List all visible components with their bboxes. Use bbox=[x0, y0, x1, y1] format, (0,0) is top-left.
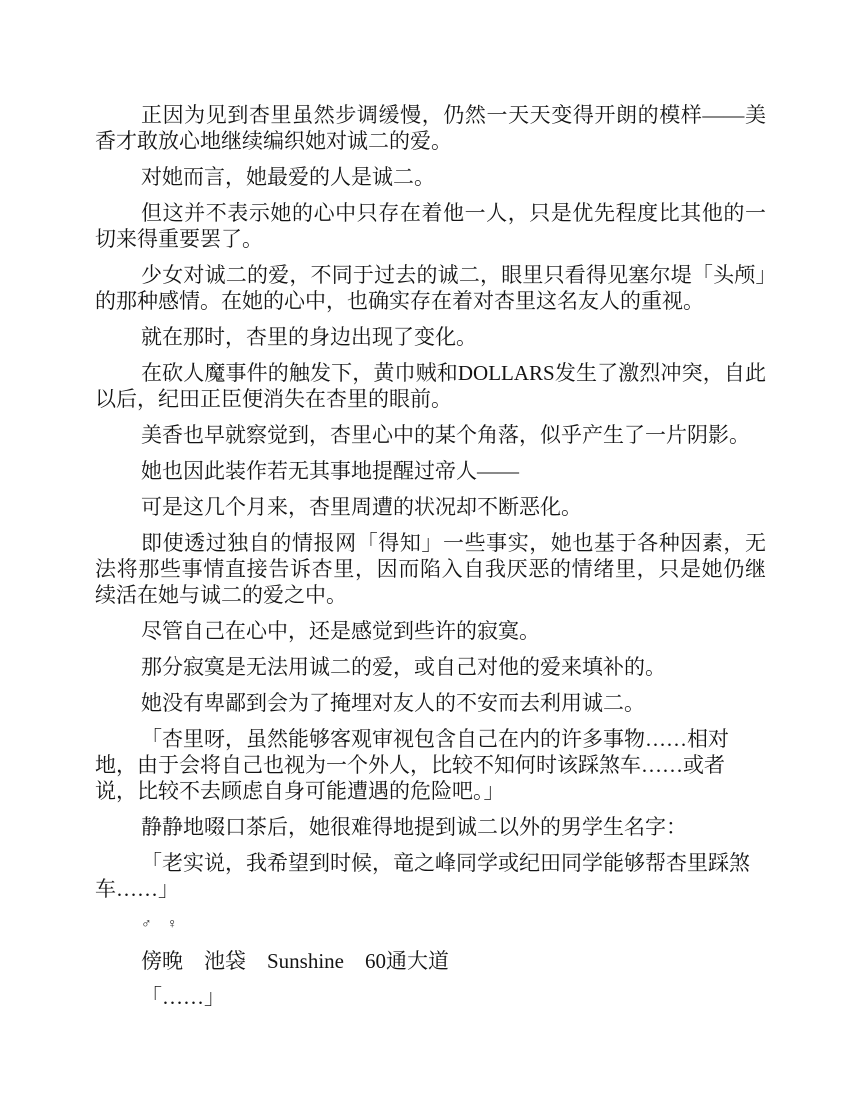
paragraph: 美香也早就察觉到，杏里心中的某个角落，似乎产生了一片阴影。 bbox=[141, 423, 750, 447]
scene-location: 傍晚 池袋 Sunshine 60通大道 bbox=[141, 949, 450, 973]
scene-divider: ♂ ♀ bbox=[141, 917, 184, 932]
paragraph: 对她而言，她最爱的人是诚二。 bbox=[141, 165, 435, 189]
paragraph: 就在那时，杏里的身边出现了变化。 bbox=[141, 325, 477, 349]
dialogue-line: 「杏里呀，虽然能够客观审视包含自己在内的许多事物……相对地，由于会将自己也视为一个外人，比较不知何时该踩煞车……或者说，比较不去顾虑自身可能遭遇的危险吧。」 bbox=[95, 727, 729, 803]
paragraph: 可是这几个月来，杏里周遭的状况却不断恶化。 bbox=[141, 495, 582, 519]
paragraph: 少女对诚二的爱，不同于过去的诚二，眼里只看得见塞尔堤「头颅」的那种感情。在她的心中，也确实存在着对杏里这名友人的重视。 bbox=[95, 263, 766, 313]
paragraph: 她没有卑鄙到会为了掩埋对友人的不安而去利用诚二。 bbox=[141, 691, 645, 715]
dialogue-line: 「老实说，我希望到时候，竜之峰同学或纪田同学能够帮杏里踩煞车……」 bbox=[95, 851, 750, 901]
paragraph: 尽管自己在心中，还是感觉到些许的寂寞。 bbox=[141, 619, 540, 643]
paragraph: 那分寂寞是无法用诚二的爱，或自己对他的爱来填补的。 bbox=[141, 655, 666, 679]
paragraph: 静静地啜口茶后，她很难得地提到诚二以外的男学生名字： bbox=[141, 815, 687, 839]
paragraph: 正因为见到杏里虽然步调缓慢，仍然一天天变得开朗的模样——美香才敢放心地继续编织她对诚二的爱。 bbox=[95, 103, 766, 153]
dialogue-line: 「……」 bbox=[141, 985, 225, 1009]
document-body bbox=[95, 102, 766, 1010]
paragraph: 她也因此装作若无其事地提醒过帝人—— bbox=[141, 459, 519, 483]
paragraph: 但这并不表示她的心中只存在着他一人，只是优先程度比其他的一切来得重要罢了。 bbox=[95, 201, 766, 251]
paragraph: 即使透过独自的情报网「得知」一些事实，她也基于各种因素，无法将那些事情直接告诉杏里，因而陷入自我厌恶的情绪里，只是她仍继续活在她与诚二的爱之中。 bbox=[95, 531, 766, 607]
paragraph: 在砍人魔事件的触发下，黄巾贼和DOLLARS发生了激烈冲突，自此以后，纪田正臣便消失在杏里的眼前。 bbox=[95, 361, 766, 411]
